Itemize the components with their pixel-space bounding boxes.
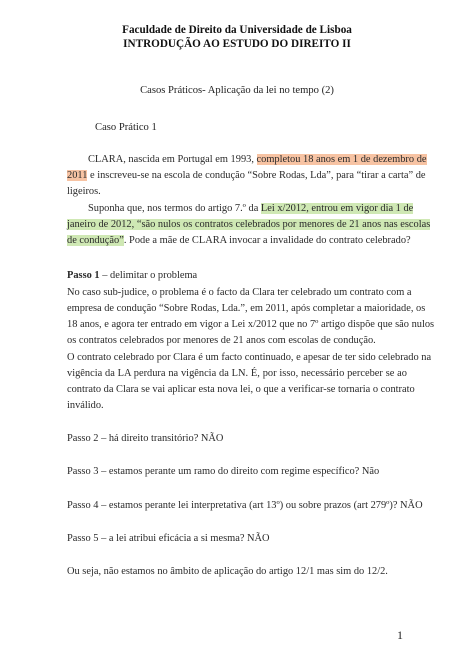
para1-text: CLARA, nascida em Portugal em 1993, <box>88 154 257 165</box>
step1-line: vigência da LA perdura na vigência da LN. É, por isso, necessário perceber se ao <box>67 368 407 379</box>
para2-line2 <box>67 219 431 230</box>
step1-line: No caso sub-judice, o problema é o facto da Clara ter celebrado um contrato com a <box>67 287 412 298</box>
para2-highlight: janeiro de 2012, “são nulos os contratos celebrados por menores de 21 anos nas escolas <box>67 219 431 230</box>
conclusion: Ou seja, não estamos no âmbito de aplicação do artigo 12/1 mas sim do 12/2. <box>67 566 388 577</box>
para2-highlight: de condução” <box>67 235 124 246</box>
para1-line1 <box>88 154 427 165</box>
step1-label: Passo 1 <box>67 270 100 281</box>
step1-line: inválido. <box>67 400 104 411</box>
step1-line: empresa de condução “Sobre Rodas, Lda.”, em 2011, após completar a maioridade, os <box>67 303 426 314</box>
faculty-header: Faculdade de Direito da Universidade de Lisboa <box>122 24 352 36</box>
step1-line: os contratos celebrados por menores de 21 anos com escolas de condução. <box>67 335 376 346</box>
para2-text: Suponha que, nos termos do artigo 7.º da <box>88 203 261 214</box>
para1-highlight: 2011 <box>67 170 88 181</box>
step3: Passo 3 – estamos perante um ramo do direito com regime específico? Não <box>67 466 380 477</box>
para2-line1 <box>88 203 414 214</box>
step4: Passo 4 – estamos perante lei interpretativa (art 13º) ou sobre prazos (art 279º)? NÃO <box>67 500 423 511</box>
para2-highlight: Lei x/2012, entrou em vigor dia 1 de <box>260 203 414 214</box>
course-header: INTRODUÇÃO AO ESTUDO DO DIREITO II <box>123 38 351 50</box>
step2: Passo 2 – há direito transitório? NÃO <box>67 433 224 444</box>
document-title: Casos Práticos- Aplicação da lei no tempo (2) <box>140 85 334 96</box>
para2-line3 <box>67 235 411 246</box>
step1-line: contrato da Clara se vai aplicar esta nova lei, o que a verificar-se tornaria o contrato <box>67 384 415 395</box>
para1-highlight: completou 18 anos em 1 de dezembro de <box>256 154 427 165</box>
para1-line2 <box>67 170 426 181</box>
step5: Passo 5 – a lei atribui eficácia a si mesma? NÃO <box>67 533 270 544</box>
para2-text: . Pode a mãe de CLARA invocar a invalidade do contrato celebrado? <box>123 235 411 246</box>
para1-line3: ligeiros. <box>67 186 101 197</box>
page-number: 1 <box>397 628 403 642</box>
step1-heading <box>67 270 197 281</box>
step1-line: 18 anos, e agora ter entrado em vigor a Lei x/2012 que no 7º artigo dispõe que são nulos <box>67 319 435 330</box>
step1-label-rest: – delimitar o problema <box>99 270 198 281</box>
step1-line: O contrato celebrado por Clara é um facto continuado, e apesar de ter sido celebrado na <box>67 352 432 363</box>
para1-text: e inscreveu-se na escola de condução “Sobre Rodas, Lda”, para “tirar a carta” de <box>87 170 426 181</box>
case-heading: Caso Prático 1 <box>95 122 157 133</box>
